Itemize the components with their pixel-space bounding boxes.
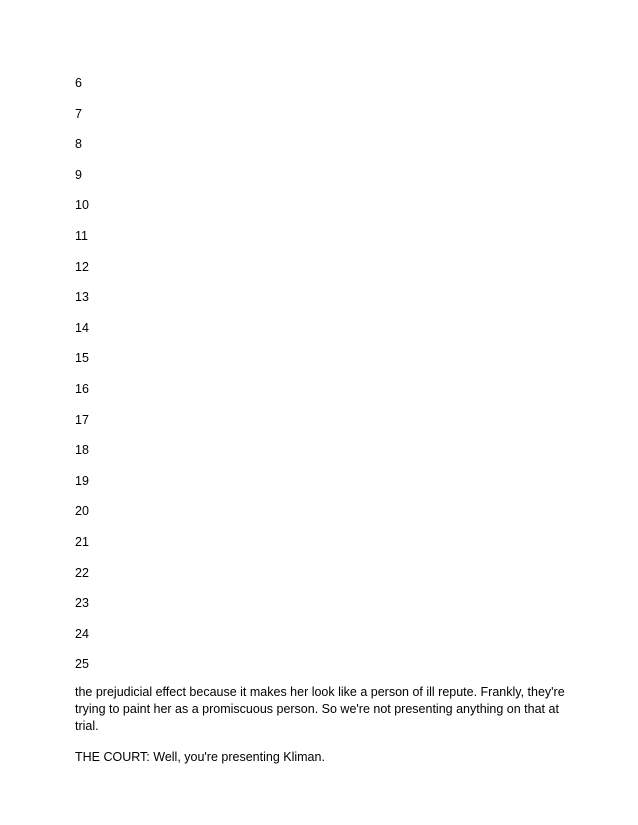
line-number: 25 [75, 657, 89, 672]
line-number: 7 [75, 106, 82, 121]
line-number: 13 [75, 290, 89, 305]
line-number: 16 [75, 381, 89, 396]
line-number-column [75, 75, 89, 687]
line-number: 12 [75, 259, 89, 274]
line-number: 24 [75, 626, 89, 641]
line-number: 22 [75, 565, 89, 580]
transcript-text [75, 684, 575, 780]
line-number: 11 [75, 228, 88, 243]
line-number: 10 [75, 198, 89, 213]
line-number: 23 [75, 596, 89, 611]
line-number: 20 [75, 504, 89, 519]
line-number: 9 [75, 167, 82, 182]
line-number: 19 [75, 473, 89, 488]
line-number: 14 [75, 320, 89, 335]
line-number: 18 [75, 443, 89, 458]
transcript-paragraph: the prejudicial effect because it makes her look like a person of ill repute. Frankly, they're trying to paint her as a promiscuous person. So we're not presenting anything on that at trial. [75, 685, 565, 733]
court-statement: THE COURT: Well, you're presenting Kliman. [75, 750, 325, 764]
line-number: 21 [75, 534, 89, 549]
line-number: 17 [75, 412, 89, 427]
line-number: 6 [75, 76, 82, 90]
line-number: 15 [75, 351, 89, 366]
line-number: 8 [75, 137, 82, 152]
